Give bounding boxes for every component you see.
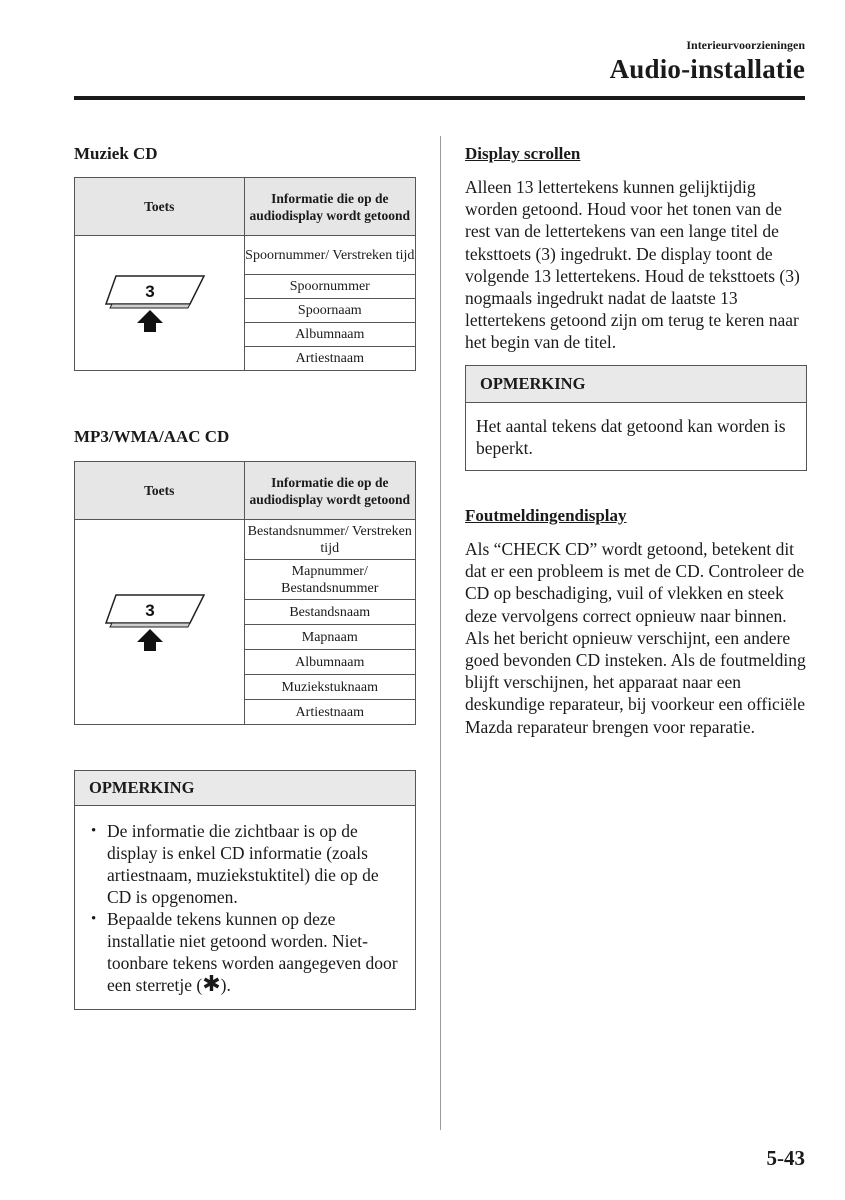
press-arrow-icon — [137, 310, 163, 332]
info-row: Spoornaam — [244, 299, 415, 323]
cd-section-title: Muziek CD — [74, 144, 158, 163]
header-rule — [74, 96, 805, 100]
key-number-label: 3 — [145, 600, 155, 620]
note-box-right — [465, 365, 807, 471]
info-row: Albumnaam — [244, 650, 415, 675]
note-bullet-list — [85, 820, 405, 996]
info-row: Bestandsnummer/ Verstreken tijd — [244, 520, 415, 560]
text-button-3-icon — [104, 266, 214, 336]
info-row: Artiestnaam — [244, 700, 415, 725]
info-row: Muziekstuknaam — [244, 675, 415, 700]
col-header-key: Toets — [75, 178, 245, 236]
col-header-info: Informatie die op de audiodisplay wordt getoond — [244, 178, 415, 236]
display-scroll-text: Alleen 13 lettertekens kunnen gelijktijdig worden getoond. Houd voor het tonen van de rest van de lettertekens van een lange titel de teksttoets (3) ingedrukt. De display toont de volgende 13 lettertekens. Houd de teksttoets (3) nogmaals ingedrukt nadat de laatste 13 lettertekens getoond zijn om terug te keren naar het begin van de titel. — [465, 177, 800, 353]
text-button-3-icon — [104, 585, 214, 655]
error-display-heading: Foutmeldingendisplay — [465, 506, 627, 525]
key-cell — [75, 236, 245, 371]
mp3-section-title: MP3/WMA/AAC CD — [74, 427, 230, 446]
info-row: Spoornummer/ Verstreken tijd — [244, 236, 415, 275]
column-divider — [440, 136, 441, 1130]
info-row: Mapnaam — [244, 625, 415, 650]
col-header-info: Informatie die op de audiodisplay wordt getoond — [244, 462, 415, 520]
section-label: Interieurvoorzieningen — [686, 38, 805, 52]
asterisk-icon: ✱ — [202, 972, 221, 997]
display-scroll-heading: Display scrollen — [465, 144, 581, 163]
note-heading: OPMERKING — [466, 366, 806, 403]
info-row: Mapnummer/ Bestandsnummer — [244, 560, 415, 600]
page-title: Audio-installatie — [609, 54, 805, 84]
note-bullet: • Bepaalde tekens kunnen op deze installatie niet getoond worden. Niet-toonbare tekens worden aangegeven door een sterretje (✱). — [85, 908, 405, 996]
note-body: Het aantal tekens dat getoond kan worden is beperkt. — [476, 416, 786, 458]
note-box-left — [74, 770, 416, 1010]
key-cell — [75, 520, 245, 725]
error-display-text: Als “CHECK CD” wordt getoond, betekent dit dat er een probleem is met de CD. Controleer de CD op beschadiging, vuil of vlekken en steek deze vervolgens correct opnieuw naar binnen. Als het bericht opnieuw verschijnt, een andere goed bevonden CD insteken. Als de foutmelding blijft verschijnen, het apparaat naar een deskundige reparateur, bij voorkeur een officiële Mazda reparateur brengen voor reparatie. — [465, 539, 806, 737]
info-row: Artiestnaam — [244, 347, 415, 371]
note-body — [75, 806, 415, 996]
key-number-label: 3 — [145, 281, 156, 301]
info-row: Bestandsnaam — [244, 600, 415, 625]
col-header-key: Toets — [75, 462, 245, 520]
info-row: Albumnaam — [244, 323, 415, 347]
mp3-info-table — [74, 461, 416, 725]
info-row: Spoornummer — [244, 275, 415, 299]
press-arrow-icon — [137, 629, 163, 651]
note-bullet: • De informatie die zichtbaar is op de display is enkel CD informatie (zoals artiestnaam, muziekstuktitel) die op de CD is opgenomen. — [85, 820, 405, 908]
note-heading: OPMERKING — [75, 771, 415, 806]
cd-info-table — [74, 177, 416, 371]
page-number: 5-43 — [766, 1146, 805, 1170]
